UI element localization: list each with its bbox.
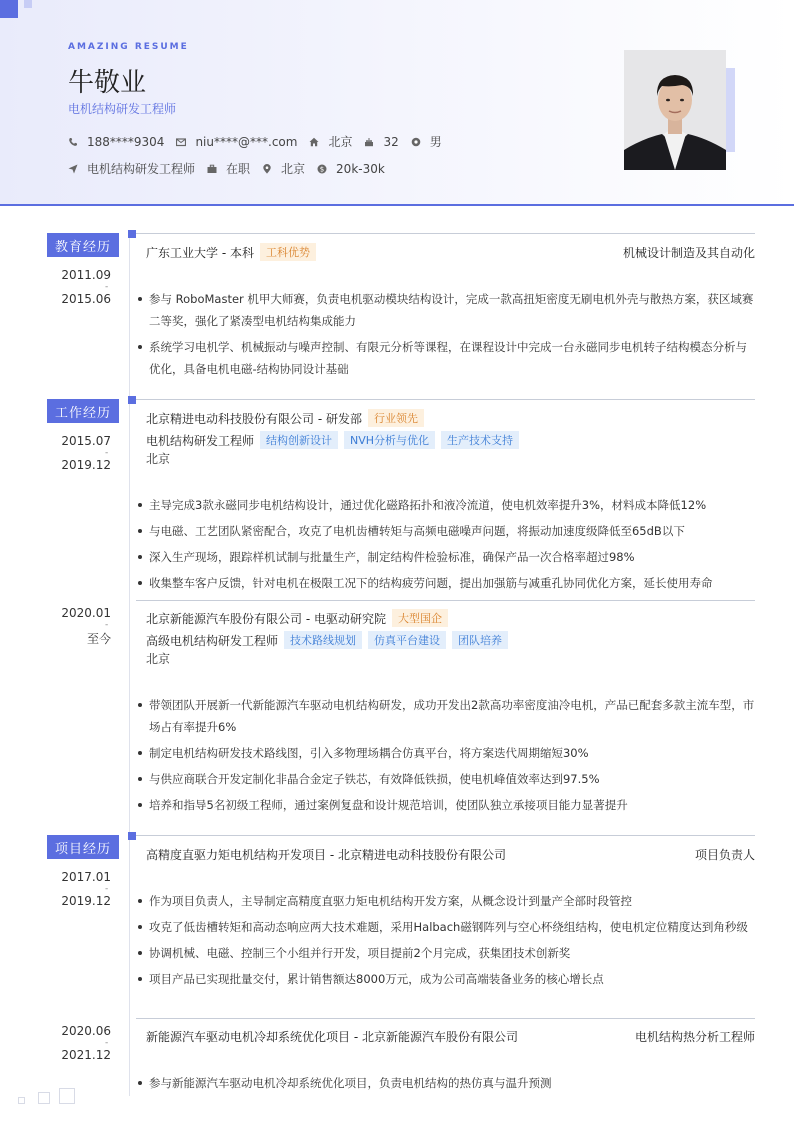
gender-info (411, 133, 442, 150)
section-title-work: 工作经历 (47, 399, 119, 423)
phone-info (68, 135, 164, 149)
date-separator: - (105, 1038, 109, 1048)
proj2-start-date: 2020.06 (61, 1024, 111, 1038)
section-divider (136, 399, 755, 400)
footer-decoration (59, 1088, 75, 1104)
edu-start-date: 2011.09 (61, 268, 111, 282)
work1-end-date: 2019.12 (61, 458, 111, 472)
date-separator: - (105, 620, 109, 630)
section-divider (136, 233, 755, 234)
work1-badge: 行业领先 (368, 409, 424, 427)
email-text: niu****@***.com (195, 134, 298, 149)
mail-icon (176, 137, 186, 147)
edu-school-line (146, 243, 316, 261)
work1-position: 电机结构研发工程师 (146, 433, 255, 448)
avatar (624, 50, 726, 170)
edu-school: 广东工业大学 - 本科 (146, 245, 254, 260)
proj1-name-line (146, 846, 506, 863)
work2-position-line (146, 631, 508, 649)
candidate-role: 电机结构研发工程师 (68, 102, 177, 116)
list-item: 带领团队开展新一代新能源汽车驱动电机结构研发，成功开发出2款高功率密度油冷电机，产品已配套多款主流车型，市场占有率提升6% (138, 694, 756, 738)
age-text: 32 (383, 134, 399, 149)
corner-decoration-small (24, 0, 32, 8)
email-info (176, 135, 297, 149)
work1-tag: NVH分析与优化 (344, 431, 435, 449)
list-item: 培养和指导5名初级工程师，通过案例复盘和设计规范培训，使团队独立承接项目能力显著提升 (138, 794, 756, 816)
work2-start-date: 2020.01 (61, 606, 111, 620)
list-item: 与供应商联合开发定制化非晶合金定子铁芯，有效降低铁损，使电机峰值效率达到97.5% (138, 768, 756, 790)
salary-icon (317, 164, 327, 174)
timeline-guide (129, 236, 130, 1096)
location-pin-icon (262, 164, 272, 174)
work2-company: 北京新能源汽车股份有限公司 - 电驱动研究院 (146, 611, 386, 626)
section-title-education: 教育经历 (47, 233, 119, 257)
contact-info-row (68, 133, 454, 150)
work2-tag: 团队培养 (452, 631, 508, 649)
work2-tag: 仿真平台建设 (368, 631, 446, 649)
work1-tag: 结构创新设计 (260, 431, 338, 449)
work2-badge: 大型国企 (392, 609, 448, 627)
city-info (309, 133, 352, 150)
section-title-projects: 项目经历 (47, 835, 119, 859)
work1-start-date: 2015.07 (61, 434, 111, 448)
proj1-start-date: 2017.01 (61, 870, 111, 884)
intended-role-info (68, 160, 195, 177)
job-intent-row (68, 160, 397, 177)
proj1-end-date: 2019.12 (61, 894, 111, 908)
date-separator: - (105, 282, 109, 292)
entry-divider (136, 1018, 755, 1019)
proj2-role: 电机结构热分析工程师 (634, 1030, 755, 1044)
work1-position-line (146, 431, 519, 449)
section-marker (128, 832, 136, 840)
section-marker (128, 230, 136, 238)
entry-divider (136, 600, 755, 601)
work1-company: 北京精进电动科技股份有限公司 - 研发部 (146, 411, 362, 426)
list-item: 主导完成3款永磁同步电机结构设计，通过优化磁路拓扑和液冷流道，使电机效率提升3%，材料成本降低12% (138, 494, 756, 516)
list-item: 系统学习电机学、机械振动与噪声控制、有限元分析等课程，在课程设计中完成一台永磁同步电机转子结构模态分析与优化，具备电机电磁-结构协同设计基础 (138, 336, 756, 380)
candidate-name: 牛敬业 (68, 68, 147, 98)
edu-major: 机械设计制造及其自动化 (622, 246, 755, 260)
cake-icon (364, 137, 374, 147)
list-item: 收集整车客户反馈，针对电机在极限工况下的结构疲劳问题，提出加强筋与减重孔协同优化方案，延长使用寿命 (138, 572, 756, 594)
section-divider (136, 835, 755, 836)
section-marker (128, 396, 136, 404)
list-item: 作为项目负责人，主导制定高精度直驱力矩电机结构开发方案，从概念设计到量产全部时段管控 (138, 890, 756, 912)
svg-text:$: $ (319, 165, 325, 173)
edu-badge: 工科优势 (260, 243, 316, 261)
intended-role-text: 电机结构研发工程师 (87, 162, 196, 176)
proj2-bullets (138, 1072, 756, 1098)
age-info (364, 135, 398, 149)
intended-city-info (262, 160, 305, 177)
proj1-name: 高精度直驱力矩电机结构开发项目 - 北京精进电动科技股份有限公司 (146, 848, 506, 862)
work2-end-date: 至今 (86, 632, 111, 646)
phone-text: 188****9304 (87, 134, 165, 149)
send-icon (68, 164, 78, 174)
proj2-end-date: 2021.12 (61, 1048, 111, 1062)
city-text: 北京 (328, 135, 353, 149)
list-item: 制定电机结构研发技术路线图，引入多物理场耦合仿真平台，将方案迭代周期缩短30% (138, 742, 756, 764)
date-separator: - (105, 448, 109, 458)
gender-icon (411, 137, 421, 147)
proj2-name: 新能源汽车驱动电机冷却系统优化项目 - 北京新能源汽车股份有限公司 (146, 1030, 518, 1044)
phone-icon (68, 137, 78, 147)
list-item: 参与新能源汽车驱动电机冷却系统优化项目，负责电机结构的热仿真与温升预测 (138, 1072, 756, 1094)
proj2-name-line (146, 1028, 518, 1045)
status-info (207, 160, 250, 177)
work1-tag: 生产技术支持 (441, 431, 519, 449)
footer-decoration (18, 1097, 25, 1104)
intended-city-text: 北京 (281, 162, 306, 176)
gender-text: 男 (429, 135, 442, 149)
briefcase-icon (207, 164, 217, 174)
list-item: 项目产品已实现批量交付，累计销售额达8000万元，成为公司高端装备业务的核心增长点 (138, 968, 756, 990)
work1-bullets (138, 494, 756, 598)
work1-location: 北京 (146, 452, 171, 466)
resume-tagline: AMAZING RESUME (68, 42, 189, 52)
work2-bullets (138, 694, 756, 820)
footer-decoration (38, 1092, 50, 1104)
list-item: 深入生产现场，跟踪样机试制与批量生产，制定结构件检验标准，确保产品一次合格率超过98% (138, 546, 756, 568)
work2-position: 高级电机结构研发工程师 (146, 633, 279, 648)
date-separator: - (105, 884, 109, 894)
work2-location: 北京 (146, 652, 171, 666)
corner-decoration (0, 0, 18, 18)
work2-company-line (146, 609, 448, 627)
edu-end-date: 2015.06 (61, 292, 111, 306)
list-item: 攻克了低齿槽转矩和高动态响应两大技术难题，采用Halbach磁钢阵列与空心杯绕组结构，使电机定位精度达到角秒级 (138, 916, 756, 938)
edu-bullets (138, 288, 756, 384)
salary-text: 20k-30k (336, 161, 385, 176)
status-text: 在职 (226, 162, 251, 176)
list-item: 协调机械、电磁、控制三个小组并行开发，项目提前2个月完成，获集团技术创新奖 (138, 942, 756, 964)
work2-tag: 技术路线规划 (284, 631, 362, 649)
proj1-bullets (138, 890, 756, 994)
work1-company-line (146, 409, 424, 427)
proj1-role: 项目负责人 (694, 848, 755, 862)
list-item: 参与 RoboMaster 机甲大师赛，负责电机驱动模块结构设计，完成一款高扭矩密度无刷电机外壳与散热方案，获区域赛二等奖，强化了紧凑型电机结构集成能力 (138, 288, 756, 332)
salary-info (317, 162, 385, 176)
home-icon (309, 137, 319, 147)
list-item: 与电磁、工艺团队紧密配合，攻克了电机齿槽转矩与高频电磁噪声问题，将振动加速度级降低至65dB以下 (138, 520, 756, 542)
